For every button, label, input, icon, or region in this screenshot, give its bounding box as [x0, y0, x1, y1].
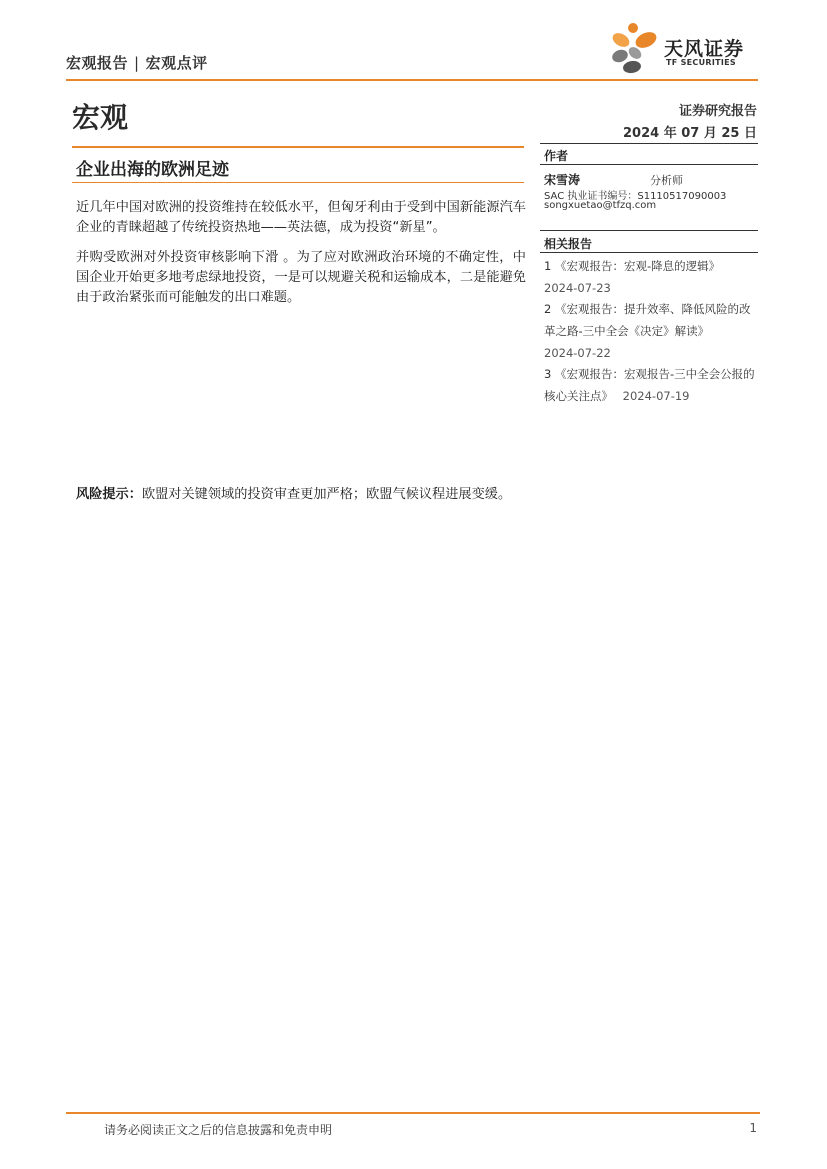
- breadcrumb-subcategory: 宏观点评: [145, 54, 208, 72]
- related-report-3[interactable]: [544, 363, 758, 407]
- header-divider: [66, 79, 758, 81]
- logo-mark-icon: [608, 20, 664, 76]
- related-report-2[interactable]: [544, 298, 758, 364]
- related-report-title[interactable]: 1 《宏观报告：宏观-降息的逻辑》: [544, 259, 721, 273]
- author-sac-number: SAC 执业证书编号：S1110517090003: [544, 191, 727, 202]
- related-report-title[interactable]: 3 《宏观报告：宏观报告-三中全会公报的核心关注点》: [544, 367, 755, 403]
- footer-disclaimer: 请务必阅读正文之后的信息披露和免责申明: [104, 1123, 333, 1137]
- footer-divider: [66, 1112, 760, 1114]
- author-email[interactable]: songxuetao@tfzq.com: [544, 200, 657, 211]
- breadcrumb-separator: |: [134, 54, 140, 72]
- related-report-date: 2024-07-19: [622, 389, 690, 403]
- author-heading: 作者: [544, 149, 569, 163]
- related-report-date: 2024-07-23: [544, 281, 611, 295]
- sidebar-rule-related-bottom: [540, 252, 758, 253]
- article-title: 企业出海的欧洲足迹: [76, 160, 229, 180]
- logo-text-cn: 天风证券: [664, 38, 745, 60]
- related-heading: 相关报告: [544, 237, 593, 251]
- related-report-date: 2024-07-22: [544, 346, 611, 360]
- page-number: 1: [749, 1121, 757, 1135]
- section-title: 宏观: [72, 101, 129, 134]
- related-report-1[interactable]: [544, 255, 758, 299]
- body-paragraph-2: 并购受欧洲对外投资审核影响下滑 。为了应对欧洲政治环境的不确定性，中国企业开始更多地考虑绿地投资，一是可以规避关税和运输成本，二是能避免由于政治紧张而可能触发的出口难题。: [76, 250, 526, 305]
- risk-warning: [76, 485, 526, 504]
- related-report-title[interactable]: 2 《宏观报告：提升效率、降低风险的改革之路-三中全会《决定》解读》: [544, 302, 751, 338]
- author-name: 宋雪涛: [544, 173, 581, 187]
- tf-securities-logo: [608, 20, 763, 76]
- sidebar-rule-related-top: [540, 230, 758, 231]
- logo-text-en: TF SECURITIES: [666, 58, 736, 67]
- body-paragraph-1: 近几年中国对欧洲的投资维持在较低水平，但匈牙利由于受到中国新能源汽车企业的青睐超越了传统投资热地——英法德，成为投资“新星”。: [76, 200, 526, 235]
- breadcrumb-category: 宏观报告: [66, 54, 129, 72]
- risk-label: 风险提示：: [76, 487, 142, 502]
- author-role: 分析师: [650, 174, 683, 187]
- risk-text: 欧盟对关键领域的投资审查更加严格；欧盟气候议程进展变缓。: [141, 487, 512, 502]
- report-date: 2024 年 07 月 25 日: [623, 126, 757, 141]
- title-rule-bottom: [72, 182, 524, 183]
- sidebar-rule-author-bottom: [540, 164, 758, 165]
- sidebar-rule-author-top: [540, 143, 758, 144]
- breadcrumb: [66, 52, 208, 73]
- report-type: 证券研究报告: [678, 104, 757, 119]
- title-rule-top: [72, 146, 524, 148]
